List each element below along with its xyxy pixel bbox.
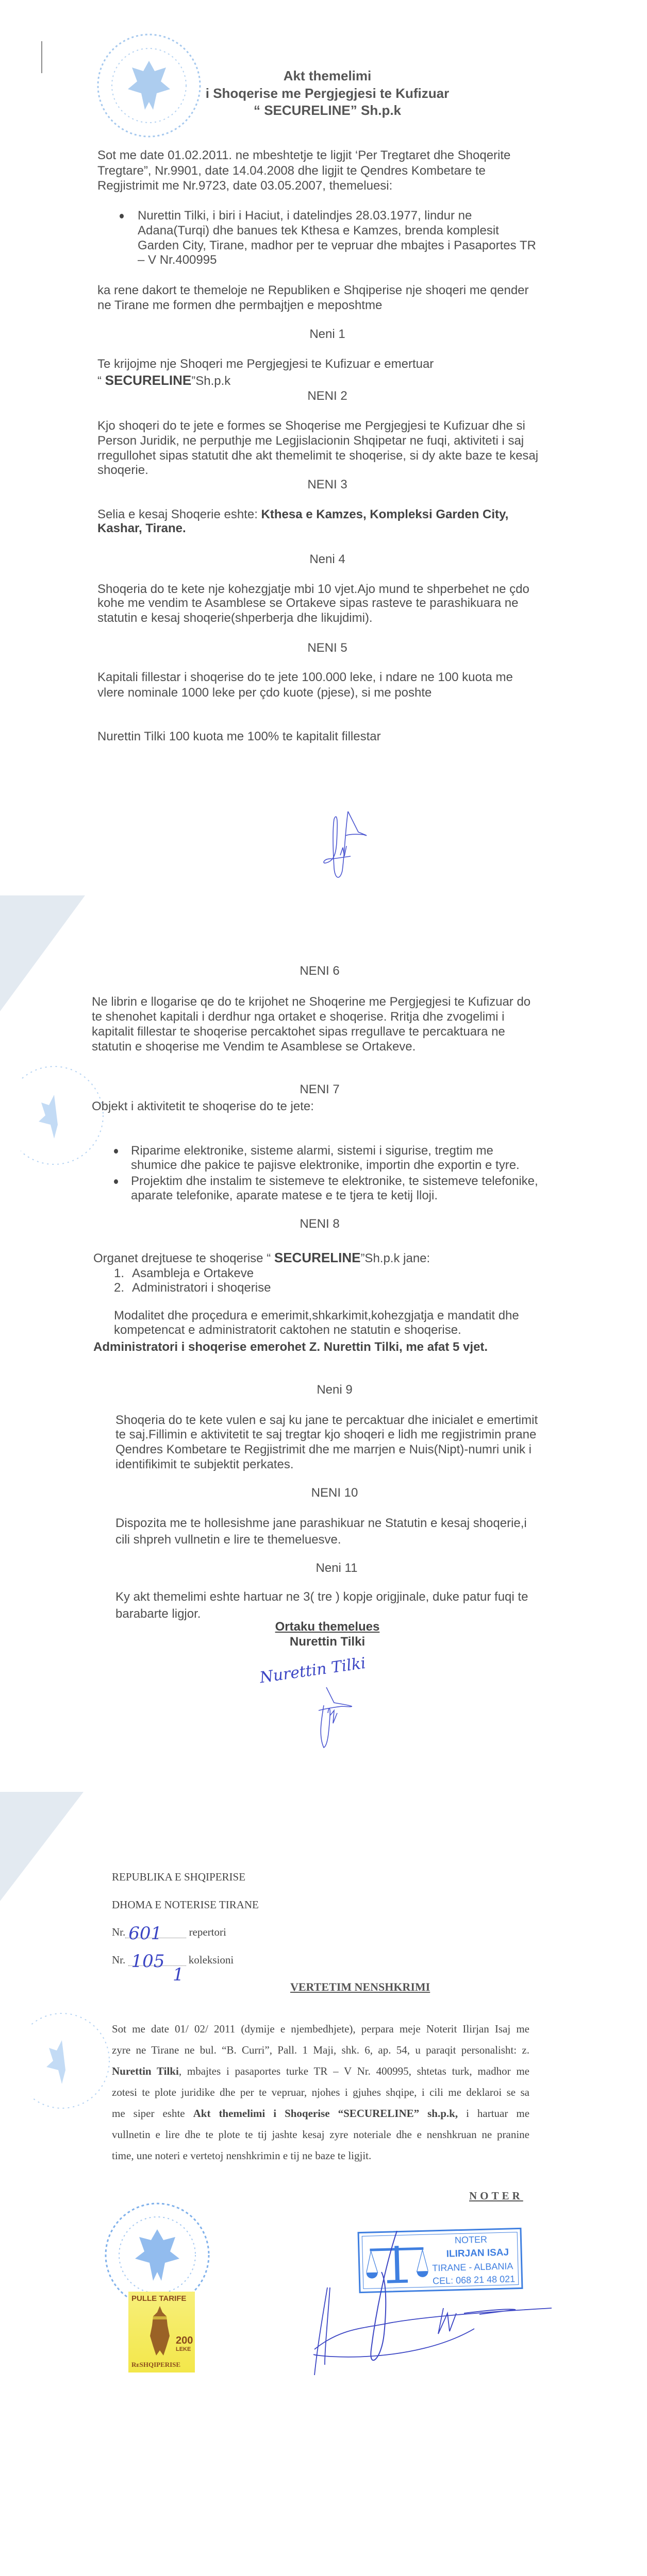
- article-text: shoqerie.: [97, 463, 148, 477]
- list-number: 1.: [114, 1266, 125, 1280]
- signatory-role: Ortaku themelues: [275, 1620, 380, 1634]
- koleksioni-label: koleksioni: [188, 1954, 234, 1966]
- article-text: Qendres Kombetare te Regjistrimit dhe me marrjen e Nuis(Nipt)-numri unik i: [115, 1443, 532, 1456]
- repertori-number: 601: [128, 1923, 162, 1944]
- agreement-line: ne Tirane me formen dhe permbajtjen e meposhtme: [97, 298, 383, 312]
- article-text: Ky akt themelimi eshte hartuar ne 3( tre ) kopje origjinale, duke patur fuqi te: [115, 1590, 528, 1604]
- list-number: 2.: [114, 1281, 125, 1295]
- article-heading: NENI 7: [300, 1082, 340, 1096]
- intro-line: Regjistrimit me Nr.9723, date 03.05.2007, themeluesi:: [97, 179, 393, 193]
- person-name: Nurettin Tilki: [112, 2065, 179, 2077]
- article-text: [97, 507, 508, 522]
- seat-address: Kthesa e Kamzes, Kompleksi Garden City,: [261, 507, 509, 521]
- article-text: Shoqeria do te kete nje kohezgjatje mbi 10 vjet.Ajo mund te shperbehet ne çdo: [97, 582, 529, 596]
- founder-line: – V Nr.400995: [138, 253, 217, 267]
- activity-item: Riparime elektronike, sisteme alarmi, sistemi i sigurise, tregtim me: [131, 1144, 493, 1158]
- stamp-city: TIRANE - ALBANIA: [432, 2261, 513, 2274]
- handwritten-name: Nurettin Tilki: [258, 1654, 367, 1687]
- activity-item: shumice dhe pakice te pajisve elektronike, importin dhe exportin e tyre.: [131, 1158, 520, 1172]
- certification-text: [112, 2065, 529, 2077]
- company-name-line: [97, 372, 230, 389]
- organ-item: Asambleja e Ortakeve: [132, 1266, 254, 1280]
- article-heading: Neni 11: [316, 1561, 358, 1575]
- koleksioni-sub-number: 1: [173, 1964, 184, 1985]
- tax-stamp: [128, 2292, 195, 2372]
- activity-item: Projektim dhe instalim te sistemeve te elektronike, te sistemeve telefonike,: [131, 1174, 538, 1188]
- article-text: rregullohet sipas statutit dhe akt themelimit te shoqerise, si dy akte baze te kesaj: [97, 449, 539, 463]
- document-subtitle: i Shoqerise me Pergjegjesi te Kufizuar: [205, 86, 450, 101]
- nr-label: Nr.: [112, 1926, 126, 1938]
- nr-label: Nr.: [112, 1954, 126, 1966]
- founder-signature: [320, 809, 376, 881]
- article-text: Dispozita me te hollesishme jane parashikuar ne Statutin e kesaj shoqerie,i: [115, 1516, 527, 1530]
- certification-text-part: me siper eshte: [112, 2107, 193, 2120]
- article-text: statutin e shoqerise me Vendim te Asamblese se Ortakeve.: [92, 1040, 416, 1054]
- certification-text: vullnetin e lire dhe te plote te tij jashte kesaj zyre noteriale dhe e nenshkruan ne pranine: [112, 2128, 529, 2141]
- repertori-field: [125, 1923, 186, 1944]
- article-text: [93, 1250, 430, 1266]
- company-suffix: ”Sh.p.k jane:: [360, 1251, 430, 1265]
- republic-header: REPUBLIKA E SHQIPERISE: [112, 1871, 246, 1883]
- founder-line: Adana(Turqi) dhe banues tek Kthesa e Kamzes, brenda komplesit: [138, 224, 499, 238]
- intro-line: Tregtare”, Nr.9901, date 14.04.2008 dhe ligjit te Qendres Kombetare te: [97, 164, 486, 178]
- stamp-notary-name: ILIRJAN ISAJ: [446, 2247, 509, 2260]
- article-text: te shenohet kapitali i derdhur nga ortaket e shoqerise. Rritja dhe zvogelimi i: [92, 1010, 505, 1024]
- organs-prefix: Organet drejtuese te shoqerise “: [93, 1251, 274, 1265]
- founder-line: Nurettin Tilki, i biri i Haciut, i datelindjes 28.03.1977, lindur ne: [138, 209, 472, 223]
- stamp-title: NOTER: [454, 2234, 488, 2246]
- article-text: Ne librin e llogarise qe do te krijohet ne Shoqerine me Pergjegjesi te Kufizuar do: [92, 995, 531, 1009]
- tax-stamp-title: PULLE TARIFE: [131, 2294, 187, 2303]
- company-name: SECURELINE: [105, 372, 192, 388]
- seat-address: Kashar, Tirane.: [97, 521, 186, 535]
- article-heading: NENI 10: [311, 1486, 358, 1500]
- article-heading: Neni 9: [317, 1383, 353, 1397]
- signatory-name: Nurettin Tilki: [289, 1635, 366, 1649]
- certification-text-part: i hartuar me: [458, 2107, 530, 2120]
- article-heading: Neni 4: [309, 552, 345, 566]
- article-text: Person Juridik, ne perputhje me Legjislacionin Shqipetar ne fuqi, aktiviteti i saj: [97, 434, 524, 448]
- agreement-line: ka rene dakort te themeloje ne Republiken e Shqiperise nje shoqeri me qender: [97, 283, 529, 297]
- article-heading: NENI 3: [307, 478, 347, 492]
- article-text: vlere nominale 1000 leke per çdo kuote (pjese), si me poshte: [97, 686, 432, 700]
- article-text: statutin e kesaj shoqerie(shperberja dhe likujdimi).: [97, 611, 373, 625]
- seat-prefix: Selia e kesaj Shoqerie eshte:: [97, 507, 261, 521]
- tax-stamp-country: RᴇSHQIPERISE: [131, 2361, 181, 2368]
- stamp-phone: CEL: 068 21 48 021: [432, 2274, 516, 2286]
- founder-line: Garden City, Tirane, madhor per te vepruar dhe mbajtes i Pasaportes TR: [138, 239, 536, 252]
- article-text: Shoqeria do te kete vulen e saj ku jane te percaktuar dhe inicialet e emertimit: [115, 1413, 538, 1427]
- notary-label: NOTER: [469, 2190, 523, 2202]
- article-text: Kapitali fillestar i shoqerise do te jete 100.000 leke, i ndare ne 100 kuota me: [97, 670, 513, 684]
- article-text: Te krijojme nje Shoqeri me Pergjegjesi te Kufizuar e emertuar: [97, 357, 434, 371]
- certification-text: time, une noteri e vertetoj nenshkrimin e tij ne baze te ligjit.: [112, 2149, 372, 2162]
- round-seal-faint: [21, 1064, 124, 1167]
- article-text: Modalitet dhe proçedura e emerimit,shkarkimit,kohezgjatja e mandatit dhe: [114, 1309, 519, 1323]
- certification-text: Sot me date 01/ 02/ 2011 (dymije e njembedhjete), perpara meje Noterit Ilirjan Isaj me: [112, 2023, 529, 2035]
- article-heading: NENI 6: [300, 964, 340, 978]
- portrait-icon: [146, 2305, 174, 2357]
- article-heading: NENI 8: [300, 1217, 340, 1231]
- article-heading: NENI 5: [307, 641, 347, 655]
- certification-text: [112, 2107, 529, 2120]
- article-text: kohe me vendim te Asamblese se Ortakeve sipas rasteve te parashikuara ne: [97, 596, 519, 610]
- repertori-line: [112, 1923, 226, 1944]
- tax-stamp-currency: LEKE: [176, 2346, 191, 2352]
- share-line: Nurettin Tilki 100 kuota me 100% te kapitalit fillestar: [97, 730, 381, 743]
- tax-stamp-value: 200: [176, 2335, 193, 2346]
- quote-open: “: [97, 374, 105, 388]
- bullet-icon: [114, 1149, 118, 1154]
- certification-heading: VERTETIM NENSHKRIMI: [290, 1980, 430, 1993]
- article-text: barabarte ligjor.: [115, 1607, 201, 1621]
- notary-signature: [309, 2231, 557, 2385]
- company-name: SECURELINE: [274, 1250, 361, 1265]
- scan-margin-line: [41, 41, 42, 73]
- company-name-title: “ SECURELINE” Sh.p.k: [253, 103, 402, 118]
- article-text: kapitalit fillestar te shoqerise percaktohet sipas rregullave te percaktuara ne: [92, 1025, 505, 1039]
- koleksioni-number: 105: [131, 1951, 165, 1972]
- article-text: identifikimit te subjektit perkates.: [115, 1458, 294, 1471]
- activity-item: aparate telefonike, aparate matese e te tjera te ketij lloji.: [131, 1189, 438, 1202]
- certification-text: zyre ne Tirane ne bul. “B. Curri”, Pall. 1 Maji, shk. 6, ap. 54, u paraqit personalisht: z.: [112, 2044, 529, 2056]
- administrator-line: Administratori i shoqerise emerohet Z. Nurettin Tilki, me afat 5 vjet.: [93, 1340, 488, 1354]
- article-text: Kjo shoqeri do te jete e formes se Shoqerise me Pergjegjesi te Kufizuar dhe si: [97, 419, 525, 433]
- bullet-icon: [120, 214, 124, 218]
- founder-signature: [303, 1685, 368, 1751]
- article-text: te saj.Fillimin e aktivitetit te saj tregtar kjo shoqeri e lidh me regjistrimin prane: [115, 1428, 537, 1442]
- intro-line: Sot me date 01.02.2011. ne mbeshtetje te ligjit ‘Per Tregtaret dhe Shoqerite: [97, 148, 511, 162]
- round-seal: [96, 32, 202, 139]
- bullet-icon: [114, 1179, 118, 1184]
- company-suffix: ”Sh.p.k: [191, 374, 231, 388]
- page-edge-shadow: [0, 895, 103, 1014]
- repertori-label: repertori: [189, 1926, 226, 1938]
- article-heading: NENI 2: [307, 389, 347, 403]
- article-text: cili shpreh vullnetin e lire te themeluesve.: [115, 1533, 341, 1547]
- document-reference: Akt themelimi i Shoqerise “SECURELINE” sh.p.k,: [193, 2107, 458, 2120]
- certification-text: zotesi te plote juridike dhe per te vepruar, njohes i gjuhes shqipe, i cili me deklaroi se sa: [112, 2086, 529, 2098]
- document-title: Akt themelimi: [283, 68, 372, 83]
- chamber-header: DHOMA E NOTERISE TIRANE: [112, 1899, 259, 1911]
- organ-item: Administratori i shoqerise: [132, 1281, 271, 1295]
- certification-text-part: , mbajtes i pasaportes turke TR – V Nr. 400995, shtetas turk, madhor me: [178, 2065, 529, 2077]
- article-text: kompetencat e administratorit caktohen ne statutin e shoqerise.: [114, 1323, 461, 1337]
- article-heading: Neni 1: [309, 327, 345, 341]
- page-edge-shadow: [0, 1792, 103, 1905]
- article-text: Objekt i aktivitetit te shoqerise do te jete:: [92, 1099, 314, 1113]
